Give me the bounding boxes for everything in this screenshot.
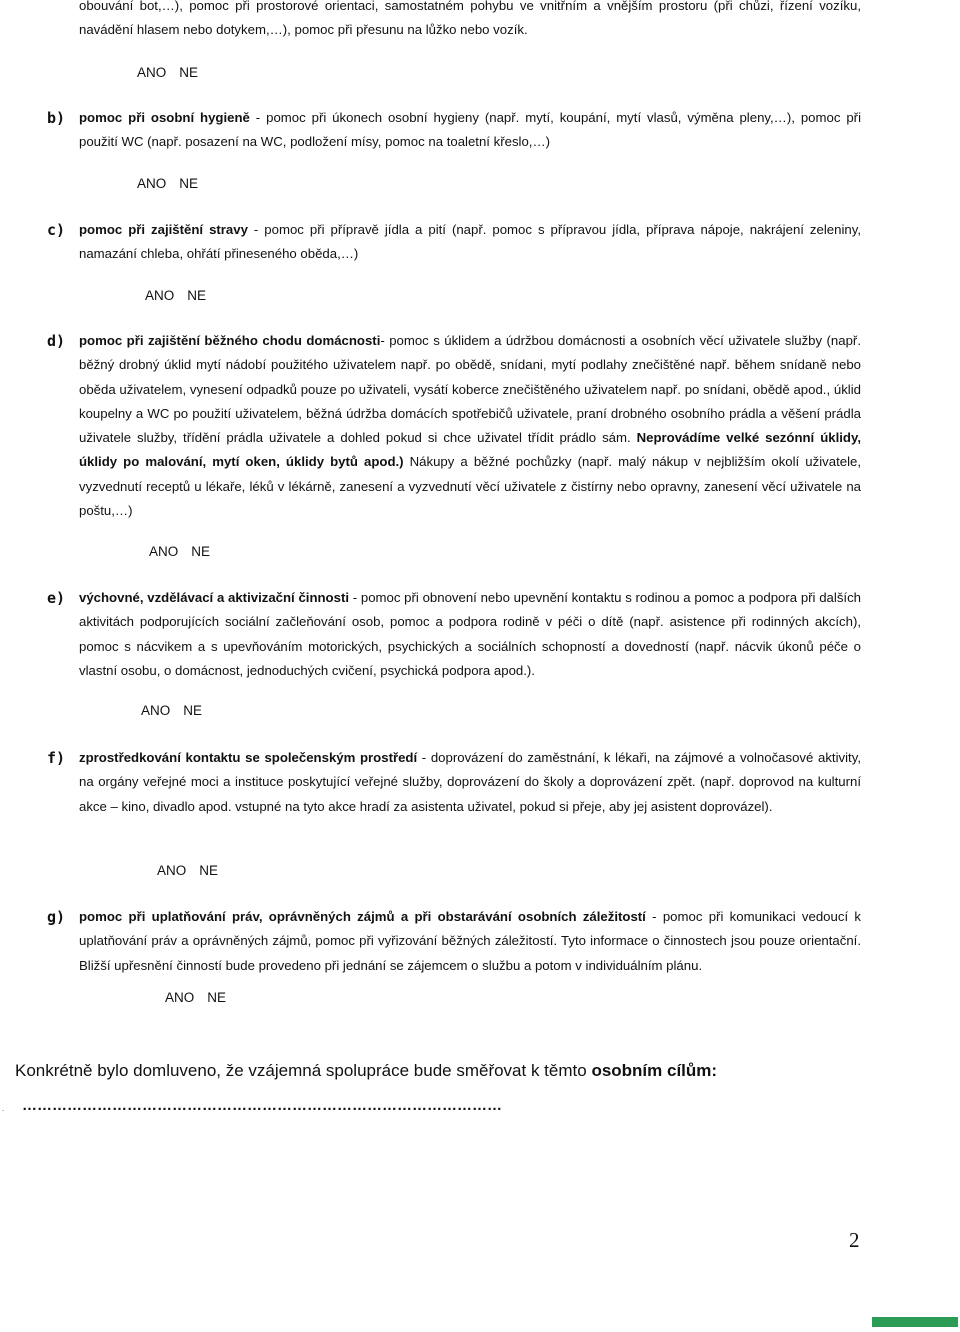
item-letter-d: d) (47, 332, 66, 350)
intro-paragraph: obouvání bot,…), pomoc při prostorové orientaci, samostatném pohybu ve vnitřním a vnějším prostoru (při chůzi, řízení vozíku, navádění hlasem nebo dotykem,…), pomoc při přesunu na lůžko nebo vozík. (79, 0, 861, 38)
yes-option[interactable]: ANO (145, 288, 175, 303)
item-b-text: - pomoc při úkonech osobní hygieny (např. mytí, koupání, mytí vlasů, výměna pleny,…), pomoc při použití WC (např. posazení na WC, podložení mísy, pomoc na toaletní křeslo,…) (79, 110, 861, 150)
answer-options-g (165, 988, 239, 1008)
no-option[interactable]: NE (191, 544, 211, 559)
item-letter-c: c) (47, 221, 66, 239)
goals-sentence-bold: osobním cílům: (591, 1061, 718, 1080)
yes-option[interactable]: ANO (141, 703, 171, 718)
item-e-text: - pomoc při obnovení nebo upevnění kontaktu s rodinou a pomoc a podpora při dalších aktivitách podporujících sociální začleňování osob, pomoc a podpora rodině v péči o dítě (např. asistence při rodinných akcích), pomoc s nácvikem a s upevňováním motorických, psychických a sociálních schopností a dovedností (např. nácvik úkonů péče o vlastní osobu, o domácnost, jednoduchých cvičení, psychická podpora apod.). (79, 590, 862, 678)
no-option[interactable]: NE (179, 176, 199, 191)
item-f-paragraph (79, 746, 861, 819)
yes-option[interactable]: ANO (149, 544, 179, 559)
item-letter-b: b) (47, 109, 66, 127)
answer-options-d (149, 542, 223, 562)
yes-option[interactable]: ANO (165, 990, 195, 1005)
answer-options-a (137, 63, 211, 83)
item-b-heading: pomoc při osobní hygieně (79, 110, 250, 125)
item-d-bold-note: Neprovádíme velké sezónní úklidy, úklidy po malování, mytí oken, úklidy bytů apod.) (79, 430, 861, 470)
item-d-heading: pomoc při zajištění běžného chodu domácnosti (79, 333, 381, 348)
answer-options-b (137, 174, 211, 194)
item-g-paragraph (79, 905, 861, 978)
answer-options-e (141, 701, 215, 721)
item-g-heading: pomoc při uplatňování práv, oprávněných zájmů a při obstarávání osobních záležitostí (79, 909, 646, 924)
no-option[interactable]: NE (187, 288, 207, 303)
goals-sentence (15, 1058, 717, 1084)
item-b-paragraph (79, 106, 861, 155)
item-d-text: - pomoc s úklidem a údržbou domácnosti a osobních věcí uživatele služby (např. běžný drobný úklid mytí nádobí použitého uživatelem např. po obědě, snídani, mytí podlahy znečištěné např. během snídaně nebo oběda uživatelem, vynesení odpadků pouze po uživateli, vysátí koberce znečištěného uživatelem např. po snídani, obědě apod., úklid koupelny a WC po použití uživatelem, běžná údržba domácích spotřebičů uživatele, praní drobného osobního prádla a věšení prádla uživatele služby, třídění prádla uživatele a dohled pokud si chce uživatel třídit prádlo sám. (79, 333, 861, 446)
item-f-text: - doprovázení do zaměstnání, k lékaři, na zájmové a volnočasové aktivity, na orgány veřejné moci a instituce poskytující veřejné služby, doprovázení do školy a doprovázení zpět. (např. doprovod na kulturní akce – kino, divadlo apod. vstupné na tyto akce hradí za asistenta uživatel, pokud si přeje, aby jej asistent doprovázel). (79, 750, 861, 814)
fill-in-dotted-line[interactable]: …………………………………………………………………………………… (22, 1097, 502, 1114)
item-f-heading: zprostředkování kontaktu se společenským prostředí (79, 750, 418, 765)
item-letter-f: f) (47, 749, 66, 767)
item-g-text: - pomoc při komunikaci vedoucí k uplatňování práv a oprávněných zájmů, pomoc při vyřizování běžných záležitostí. Tyto informace o činnostech jsou pouze orientační. Bližší upřesnění činností bude provedeno při jednání se zájemcem o službu a potom v individuálním plánu. (79, 909, 861, 973)
no-option[interactable]: NE (199, 863, 219, 878)
item-c-paragraph (79, 218, 861, 267)
page-number: 2 (849, 1228, 860, 1252)
no-option[interactable]: NE (207, 990, 227, 1005)
yes-option[interactable]: ANO (137, 176, 167, 191)
goals-sentence-text: Konkrétně bylo domluveno, že vzájemná spolupráce bude směřovat k těmto (15, 1061, 592, 1080)
item-c-text: - pomoc při přípravě jídla a pití (např. pomoc s přípravou jídla, příprava nápoje, nakrájení zeleniny, namazání chleba, ohřátí přineseného oběda,…) (79, 222, 861, 262)
answer-options-c (145, 286, 219, 306)
no-option[interactable]: NE (179, 65, 199, 80)
yes-option[interactable]: ANO (157, 863, 187, 878)
answer-options-f (157, 861, 231, 881)
margin-dot: . (2, 1104, 5, 1113)
footer-accent-bar (872, 1317, 958, 1327)
item-d-paragraph (79, 329, 861, 523)
item-letter-g: g) (47, 908, 66, 926)
item-letter-e: e) (47, 589, 66, 607)
yes-option[interactable]: ANO (137, 65, 167, 80)
no-option[interactable]: NE (183, 703, 203, 718)
item-c-heading: pomoc při zajištění stravy (79, 222, 248, 237)
item-e-heading: výchovné, vzdělávací a aktivizační činnosti (79, 590, 350, 605)
item-e-paragraph (79, 586, 861, 683)
item-d-text-after: Nákupy a běžné pochůzky (např. malý nákup v nejbližším okolí uživatele, vyzvednutí receptů u lékaře, léků v lékárně, zanesení a vyzvednutí věcí uživatele z čistírny nebo opravny, zanesení věcí uživatele na poštu,…) (79, 454, 861, 519)
